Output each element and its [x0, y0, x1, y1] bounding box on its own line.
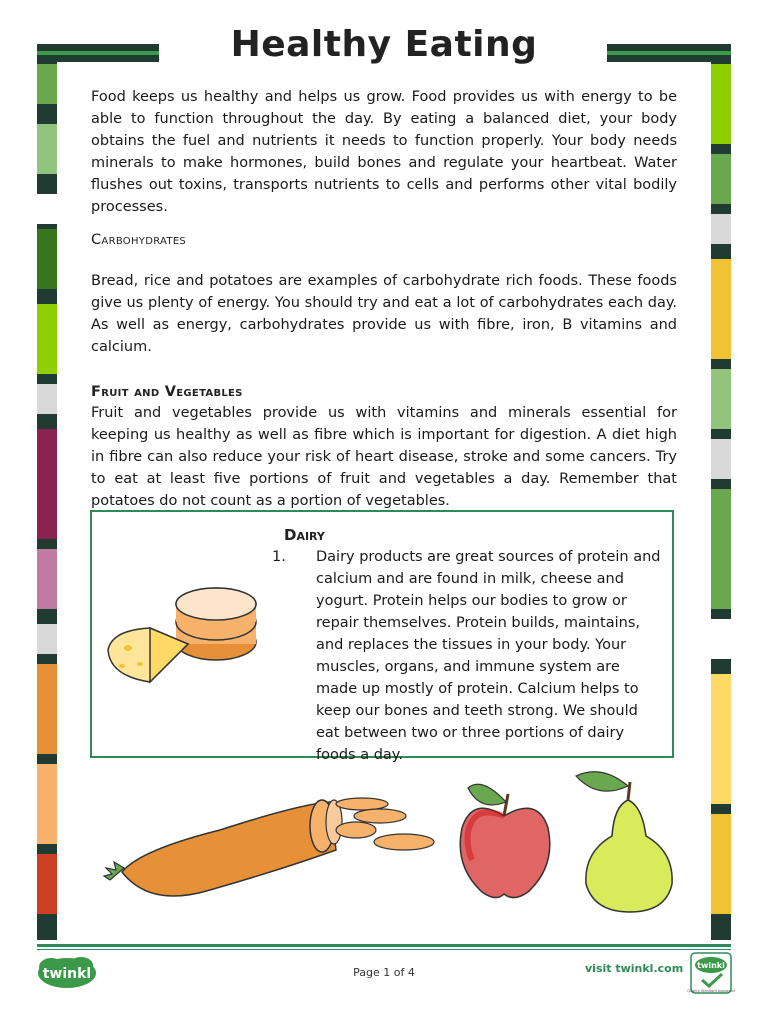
cheese-illustration — [104, 582, 264, 692]
page-number: Page 1 of 4 — [353, 966, 415, 979]
visit-link[interactable]: visit twinkl.com — [585, 962, 684, 975]
quality-badge — [687, 952, 735, 994]
dairy-list — [272, 546, 664, 766]
list-item-text: Dairy products are great sources of protein and calcium and are found in milk, cheese and yogurt. Protein helps our bodies to grow or repair themselves. Protein builds, maintains, and replaces the tissues in your body. Your muscles, organs, and immune system are made up mostly of protein. Calcium helps to keep our bones and teeth strong. We should eat between two or three portions of dairy foods a day. — [316, 549, 661, 763]
carrot-illustration — [100, 790, 440, 910]
intro-paragraph: Food keeps us healthy and helps us grow. Food provides us with energy to be able to function throughout the day. By eating a balanced diet, your body obtains the fuel and nutrients it needs to function properly. Your body needs minerals to make hormones, build bones and regulate your heartbeat. Water flushes out toxins, transports nutrients to cells and performs other vital bodily processes. — [91, 89, 677, 215]
carbohydrates-paragraph: Bread, rice and potatoes are examples of carbohydrate rich foods. These foods give us plenty of energy. You should try and eat a lot of carbohydrates each day. As well as energy, carbohydrates provide us with fibre, iron, B vitamins and calcium. — [91, 273, 677, 355]
list-item — [272, 546, 664, 766]
left-decorative-border — [37, 44, 57, 940]
carbohydrates-heading: Carbohydrates — [91, 232, 187, 248]
right-border-pattern — [711, 44, 731, 940]
footer-rule-thin — [37, 949, 731, 950]
fruit-veg-paragraph: Fruit and vegetables provide us with vitamins and minerals essential for keeping us healthy as well as fibre which is important for digestion. A diet high in fibre can also reduce your risk of heart disease, stroke and some cancers. Try to eat at least five portions of fruit and vegetables a day. Remember that potatoes do not count as a portion of vegetables. — [91, 405, 677, 509]
left-border-pattern — [37, 44, 57, 940]
dairy-heading: Dairy — [284, 526, 325, 544]
page-title: Healthy Eating — [230, 24, 538, 65]
footer-rule — [37, 944, 731, 947]
badge-subtext: Quality Standard Approved — [687, 989, 735, 993]
pear-illustration — [572, 766, 682, 916]
fruit-veg-heading: Fruit and Vegetables — [91, 384, 243, 400]
logo-text: twinkl — [42, 966, 92, 982]
apple-illustration — [452, 776, 558, 906]
right-decorative-border — [711, 44, 731, 940]
badge-text: twinkl — [697, 961, 725, 970]
list-item-number: 1. — [272, 549, 286, 565]
